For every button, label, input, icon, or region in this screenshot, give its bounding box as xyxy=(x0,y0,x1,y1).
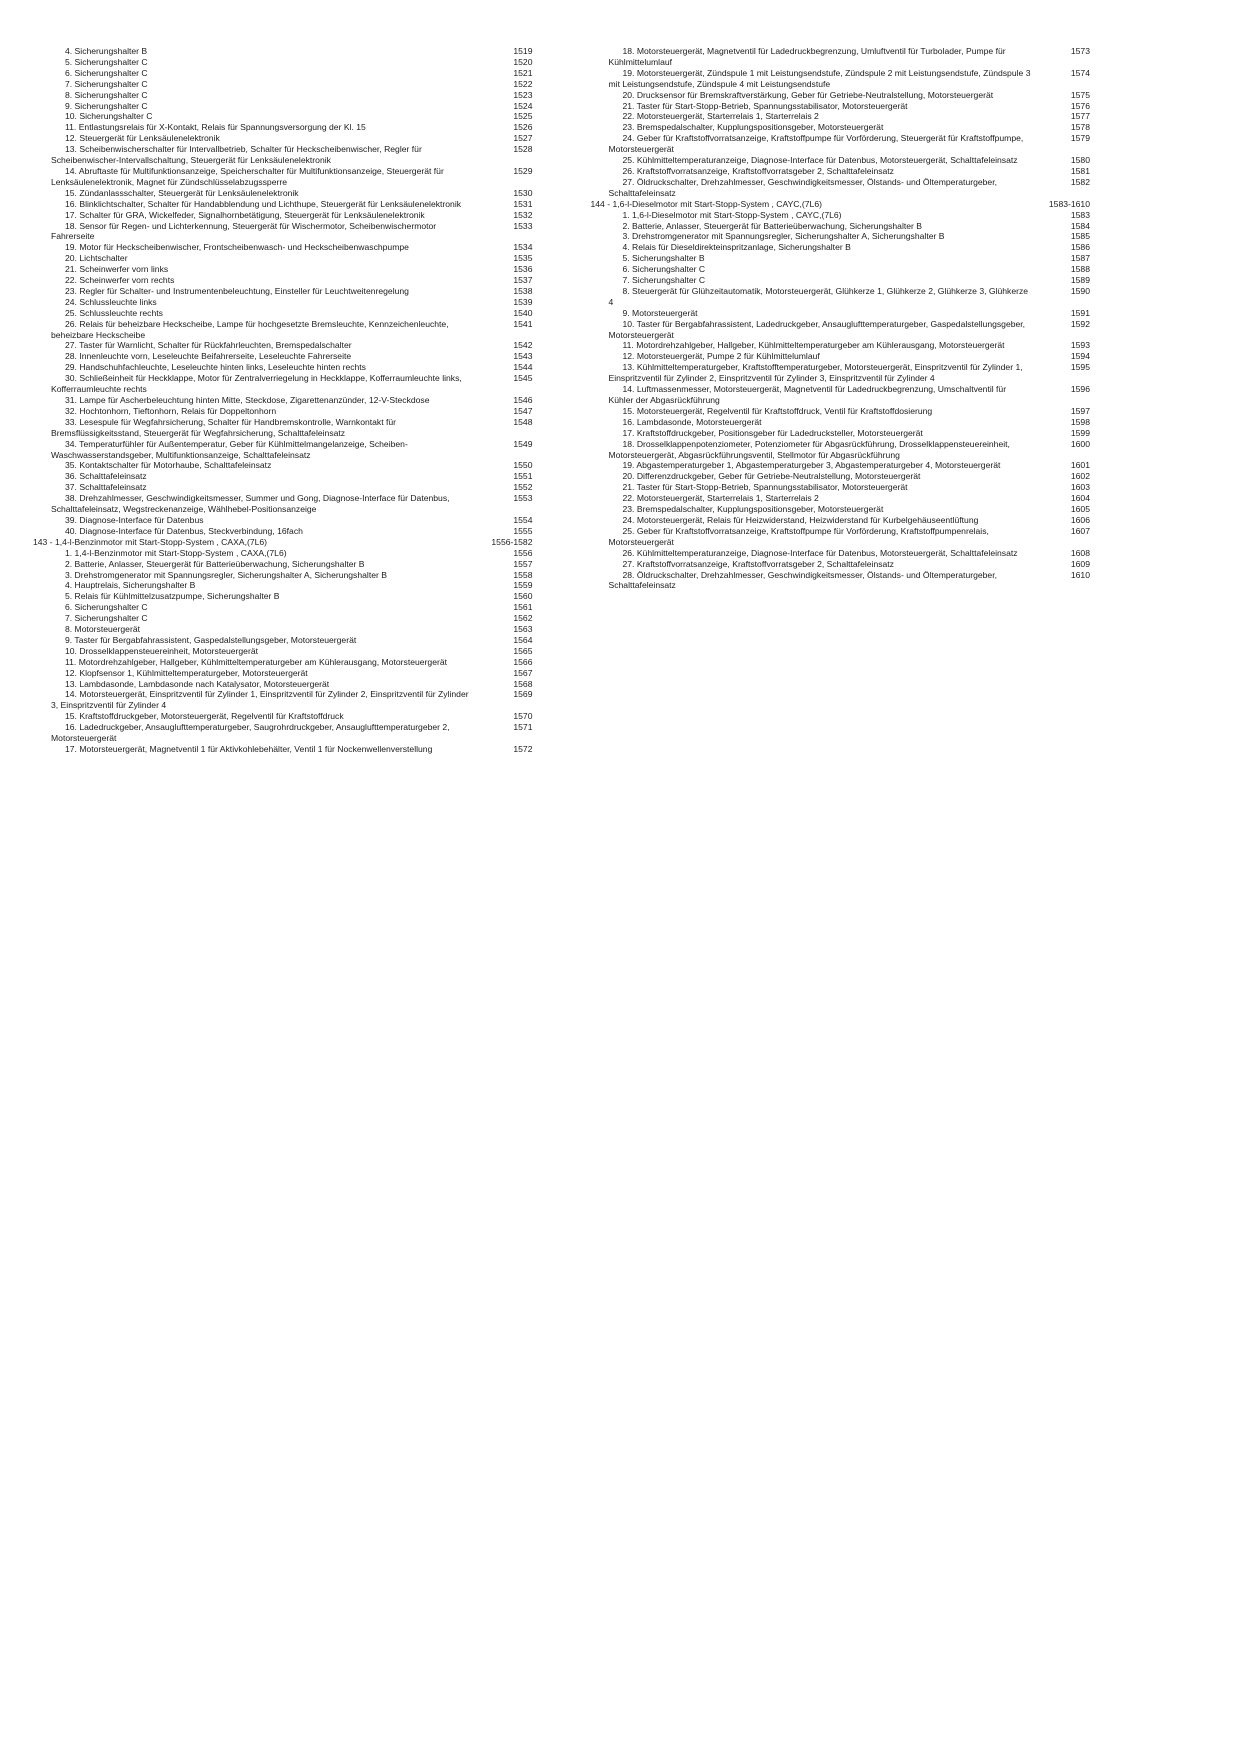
page-number: 1523 xyxy=(513,89,533,100)
entry-text: 13. Kühlmitteltemperaturgeber, Kraftstofftemperaturgeber, Motorsteuergerät, Einspritzventil für Zylinder 1, Einspritzventil für Zylinder 2, Einspritzventil für Zylinder 3, Einspritzventil für Zylinder 4 xyxy=(608,362,1023,384)
section-header xyxy=(33,537,533,548)
index-entry xyxy=(33,635,533,646)
entry-text: 10. Sicherungshalter C xyxy=(65,111,153,122)
page-number: 1548 xyxy=(513,416,533,427)
index-entry xyxy=(33,460,533,471)
index-entry xyxy=(33,199,533,210)
page-number: 1527 xyxy=(513,133,533,144)
entry-text: 15. Motorsteuergerät, Regelventil für Kraftstoffdruck, Ventil für Kraftstoffdosierung xyxy=(622,405,933,416)
entry-text: 32. Hochtonhorn, Tieftonhorn, Relais für Doppeltonhorn xyxy=(65,405,277,416)
entry-text: 14. Motorsteuergerät, Einspritzventil für Zylinder 1, Einspritzventil für Zylinder 2, Einspritzventil für Zylinder 3, Einspritzventil für Zylinder 4 xyxy=(51,689,469,711)
index-entry xyxy=(591,111,1091,122)
entry-text: 19. Motorsteuergerät, Zündspule 1 mit Leistungsendstufe, Zündspule 2 mit Leistungsendstufe, Zündspule 3 mit Leistungsendstufe, Zündspule 4 mit Leistungsendstufe xyxy=(608,67,1031,89)
entry-text: 37. Schalttafeleinsatz xyxy=(65,482,147,493)
entry-text: 21. Scheinwerfer vorn links xyxy=(65,264,169,275)
entry-text: 6. Sicherungshalter C xyxy=(65,602,148,613)
page-number: 1570 xyxy=(513,711,533,722)
entry-text: 7. Sicherungshalter C xyxy=(622,275,706,286)
entry-text: 20. Differenzdruckgeber, Geber für Getriebe-Neutralstellung, Motorsteuergerät xyxy=(622,471,921,482)
page-number: 1588 xyxy=(1070,264,1090,275)
page-number: 1601 xyxy=(1070,460,1090,471)
page-number: 1561 xyxy=(513,602,533,613)
index-entry xyxy=(33,57,533,68)
index-entry xyxy=(591,515,1091,526)
page-number: 1546 xyxy=(513,395,533,405)
index-entry xyxy=(33,111,533,122)
entry-text: 7. Sicherungshalter C xyxy=(65,78,148,89)
index-entry xyxy=(591,242,1091,253)
page-number: 1589 xyxy=(1070,275,1090,286)
index-entry xyxy=(33,417,533,439)
page-number: 1529 xyxy=(513,165,533,176)
page-number: 1537 xyxy=(513,275,533,286)
page-number: 1532 xyxy=(513,209,533,220)
page-number: 1550 xyxy=(513,460,533,471)
entry-text: 17. Kraftstoffdruckgeber, Positionsgeber für Ladedrucksteller, Motorsteuergerät xyxy=(622,427,923,438)
page-number: 1575 xyxy=(1070,89,1090,100)
entry-text: 36. Schalttafeleinsatz xyxy=(65,471,147,482)
index-entry xyxy=(33,275,533,286)
page-number: 1549 xyxy=(513,438,533,449)
index-entry xyxy=(33,319,533,341)
entry-text: 20. Drucksensor für Bremskraftverstärkung, Geber für Getriebe-Neutralstellung, Motorsteuergerät xyxy=(622,89,994,100)
page-number: 1535 xyxy=(513,253,533,264)
page-number: 1585 xyxy=(1070,231,1090,242)
entry-text: 4. Relais für Dieseldirekteinspritzanlage, Sicherungshalter B xyxy=(622,242,851,253)
index-entry xyxy=(591,286,1091,308)
page-number: 1582 xyxy=(1070,176,1090,187)
page-number: 1566 xyxy=(513,656,533,667)
entry-text: 23. Regler für Schalter- und Instrumentenbeleuchtung, Einsteller für Leuchtweitenregelung xyxy=(65,285,409,296)
entry-text: 24. Geber für Kraftstoffvorratsanzeige, Kraftstoffpumpe für Vorförderung, Steuergerät für Kraftstoffpumpe, Motorsteuergerät xyxy=(608,133,1024,155)
page-number: 1522 xyxy=(513,78,533,89)
entry-text: 1. 1,6-l-Dieselmotor mit Start-Stopp-System , CAYC,(7L6) xyxy=(622,209,842,220)
index-entry xyxy=(33,68,533,79)
entry-text: 13. Scheibenwischerschalter für Intervallbetrieb, Schalter für Heckscheibenwischer, Regler für Scheibenwischer-Intervallschaltung, Steuergerät für Lenksäulenelektronik xyxy=(51,144,422,166)
entry-text: 4. Sicherungshalter B xyxy=(65,46,148,56)
entry-text: 18. Sensor für Regen- und Lichterkennung, Steuergerät für Wischermotor, Scheibenwischermotor Fahrerseite xyxy=(51,220,437,242)
entry-text: 22. Motorsteuergerät, Starterrelais 1, Starterrelais 2 xyxy=(622,493,819,504)
index-entry xyxy=(591,482,1091,493)
index-entry xyxy=(591,155,1091,166)
entry-text: 25. Kühlmitteltemperaturanzeige, Diagnose-Interface für Datenbus, Motorsteuergerät, Schalttafeleinsatz xyxy=(622,155,1018,166)
index-entry xyxy=(591,351,1091,362)
page-number: 1587 xyxy=(1070,253,1090,264)
page-number: 1544 xyxy=(513,362,533,373)
index-entry xyxy=(33,439,533,461)
index-entry xyxy=(591,428,1091,439)
page-number: 1579 xyxy=(1070,133,1090,144)
entry-text: 8. Motorsteuergerät xyxy=(65,624,140,635)
page-number: 1538 xyxy=(513,285,533,296)
index-entry xyxy=(33,351,533,362)
index-entry xyxy=(591,68,1091,90)
index-entry xyxy=(591,210,1091,221)
index-entry xyxy=(33,101,533,112)
page-number: 1602 xyxy=(1070,471,1090,482)
section-title: 143 - 1,4-l-Benzinmotor mit Start-Stopp-System , CAXA,(7L6) xyxy=(33,536,268,547)
entry-text: 23. Bremspedalschalter, Kupplungspositionsgeber, Motorsteuergerät xyxy=(622,504,884,515)
page-number: 1519 xyxy=(513,46,533,56)
entry-text: 22. Motorsteuergerät, Starterrelais 1, Starterrelais 2 xyxy=(622,111,819,122)
page-number: 1584 xyxy=(1070,220,1090,231)
page-number: 1599 xyxy=(1070,427,1090,438)
index-entry xyxy=(591,275,1091,286)
page-number: 1577 xyxy=(1070,111,1090,122)
page-number: 1576 xyxy=(1070,100,1090,111)
page-number: 1594 xyxy=(1070,351,1090,362)
entry-text: 12. Klopfsensor 1, Kühlmitteltemperaturgeber, Motorsteuergerät xyxy=(65,667,308,678)
index-entry xyxy=(33,362,533,373)
index-entry xyxy=(33,591,533,602)
index-entry xyxy=(33,264,533,275)
index-entry xyxy=(591,384,1091,406)
page-number: 1574 xyxy=(1070,67,1090,78)
page-number: 1597 xyxy=(1070,405,1090,416)
entry-text: 26. Kühlmitteltemperaturanzeige, Diagnose-Interface für Datenbus, Motorsteuergerät, Schalttafeleinsatz xyxy=(622,547,1018,558)
page-number: 1528 xyxy=(513,144,533,155)
page-number: 1595 xyxy=(1070,362,1090,373)
entry-text: 25. Schlussleuchte rechts xyxy=(65,307,163,318)
page-number: 1545 xyxy=(513,373,533,384)
page-number: 1521 xyxy=(513,67,533,78)
index-entry xyxy=(591,559,1091,570)
index-entry xyxy=(33,406,533,417)
page-number: 1609 xyxy=(1070,558,1090,569)
page-number: 1562 xyxy=(513,613,533,624)
entry-text: 11. Motordrehzahlgeber, Hallgeber, Kühlmitteltemperaturgeber am Kühlerausgang, Motorsteuergerät xyxy=(622,340,1005,351)
entry-text: 21. Taster für Start-Stopp-Betrieb, Spannungsstabilisator, Motorsteuergerät xyxy=(622,482,908,493)
index-entry xyxy=(33,559,533,570)
index-entry xyxy=(33,122,533,133)
page-number: 1556-1582 xyxy=(491,536,533,547)
entry-text: 20. Lichtschalter xyxy=(65,253,128,264)
entry-text: 3. Drehstromgenerator mit Spannungsregler, Sicherungshalter A, Sicherungshalter B xyxy=(622,231,945,242)
page-number: 1520 xyxy=(513,56,533,67)
entry-text: 19. Motor für Heckscheibenwischer, Frontscheibenwasch- und Heckscheibenwaschpumpe xyxy=(65,242,409,253)
page-number: 1593 xyxy=(1070,340,1090,351)
index-entry xyxy=(33,210,533,221)
index-entry xyxy=(591,177,1091,199)
entry-text: 27. Öldruckschalter, Drehzahlmesser, Geschwindigkeitsmesser, Ölstands- und Öltemperaturgeber, Schalttafeleinsatz xyxy=(608,176,997,198)
page-number: 1536 xyxy=(513,264,533,275)
entry-text: 24. Motorsteuergerät, Relais für Heizwiderstand, Heizwiderstand für Kurbelgehäuseentlüftung xyxy=(622,514,979,525)
page-number: 1558 xyxy=(513,569,533,580)
entry-text: 8. Sicherungshalter C xyxy=(65,89,148,100)
index-entry xyxy=(33,471,533,482)
entry-text: 38. Drehzahlmesser, Geschwindigkeitsmesser, Summer und Gong, Diagnose-Interface für Datenbus, Schalttafeleinsatz, Wegstreckenanzeige, Wählhebel-Positionsanzeige xyxy=(51,493,450,515)
index-entry xyxy=(33,722,533,744)
page-number: 1563 xyxy=(513,624,533,635)
index-entry xyxy=(591,548,1091,559)
page-number: 1600 xyxy=(1070,438,1090,449)
entry-text: 34. Temperaturfühler für Außentemperatur, Geber für Kühlmittelmangelanzeige, Scheiben-Waschwasserstandsgeber, Multifunktionsanzeige, Schalttafeleinsatz xyxy=(51,438,408,460)
entry-text: 11. Entlastungsrelais für X-Kontakt, Relais für Spannungsversorgung der Kl. 15 xyxy=(65,122,366,133)
index-entry xyxy=(591,90,1091,101)
index-entry xyxy=(591,133,1091,155)
section-title: 144 - 1,6-l-Dieselmotor mit Start-Stopp-System , CAYC,(7L6) xyxy=(590,198,822,209)
page-number: 1526 xyxy=(513,122,533,133)
entry-text: 22. Scheinwerfer vorn rechts xyxy=(65,275,175,286)
page-number: 1557 xyxy=(513,558,533,569)
entry-text: 2. Batterie, Anlasser, Steuergerät für Batterieüberwachung, Sicherungshalter B xyxy=(622,220,923,231)
entry-text: 28. Innenleuchte vorn, Leseleuchte Beifahrerseite, Leseleuchte Fahrerseite xyxy=(65,351,352,362)
entry-text: 35. Kontaktschalter für Motorhaube, Schalttafeleinsatz xyxy=(65,460,272,471)
index-entry xyxy=(33,548,533,559)
index-entry xyxy=(33,580,533,591)
entry-text: 7. Sicherungshalter C xyxy=(65,613,148,624)
section-header xyxy=(591,199,1091,210)
page-number: 1551 xyxy=(513,471,533,482)
page-number: 1603 xyxy=(1070,482,1090,493)
index-entry xyxy=(33,188,533,199)
page-number: 1547 xyxy=(513,405,533,416)
page-number: 1591 xyxy=(1070,307,1090,318)
page-number: 1560 xyxy=(513,591,533,602)
entry-text: 6. Sicherungshalter C xyxy=(622,264,706,275)
index-columns xyxy=(33,46,1090,755)
index-entry xyxy=(591,460,1091,471)
index-entry xyxy=(591,231,1091,242)
page-number: 1565 xyxy=(513,645,533,656)
page-number: 1542 xyxy=(513,340,533,351)
index-entry xyxy=(33,482,533,493)
entry-text: 9. Taster für Bergabfahrassistent, Gaspedalstellungsgeber, Motorsteuergerät xyxy=(65,634,357,645)
page-number: 1530 xyxy=(513,187,533,198)
index-entry xyxy=(591,493,1091,504)
index-entry xyxy=(591,319,1091,341)
page-number: 1608 xyxy=(1070,547,1090,558)
index-entry xyxy=(33,493,533,515)
index-entry xyxy=(33,689,533,711)
entry-text: 31. Lampe für Ascherbeleuchtung hinten Mitte, Steckdose, Zigarettenanzünder, 12-V-Steckdose xyxy=(65,395,430,405)
index-entry xyxy=(33,286,533,297)
entry-text: 9. Motorsteuergerät xyxy=(622,307,698,318)
index-entry xyxy=(33,90,533,101)
entry-text: 16. Ladedruckgeber, Ansauglufttemperaturgeber, Saugrohrdruckgeber, Ansauglufttemperaturgeber 2, Motorsteuergerät xyxy=(51,722,450,744)
index-entry xyxy=(33,144,533,166)
index-entry xyxy=(591,166,1091,177)
page-number: 1580 xyxy=(1070,155,1090,166)
entry-text: 30. Schließeinheit für Heckklappe, Motor für Zentralverriegelung in Heckklappe, Kofferraumleuchte links, Kofferraumleuchte rechts xyxy=(51,373,462,395)
index-entry xyxy=(33,624,533,635)
index-entry xyxy=(591,504,1091,515)
index-entry xyxy=(33,395,533,406)
entry-text: 14. Abruftaste für Multifunktionsanzeige, Speicherschalter für Multifunktionsanzeige, Steuergerät für Lenksäulenelektronik, Magnet für Zündschlüsselabzugssperre xyxy=(51,165,444,187)
entry-text: 26. Relais für beheizbare Heckscheibe, Lampe für hochgesetzte Bremsleuchte, Kennzeichenleuchte, beheizbare Heckscheibe xyxy=(51,318,449,340)
page-number: 1534 xyxy=(513,242,533,253)
page-number: 1540 xyxy=(513,307,533,318)
page-number: 1569 xyxy=(513,689,533,700)
index-entry xyxy=(33,668,533,679)
entry-text: 27. Taster für Warnlicht, Schalter für Rückfahrleuchten, Bremspedalschalter xyxy=(65,340,352,351)
index-entry xyxy=(33,373,533,395)
index-entry xyxy=(33,613,533,624)
index-entry xyxy=(591,439,1091,461)
entry-text: 8. Steuergerät für Glühzeitautomatik, Motorsteuergerät, Glühkerze 1, Glühkerze 2, Glühkerze 3, Glühkerze 4 xyxy=(608,285,1029,307)
page-number: 1596 xyxy=(1070,384,1090,395)
entry-text: 11. Motordrehzahlgeber, Hallgeber, Kühlmitteltemperaturgeber am Kühlerausgang, Motorsteuergerät xyxy=(65,656,448,667)
page-number: 1541 xyxy=(513,318,533,329)
page-number: 1525 xyxy=(513,111,533,122)
page-number: 1573 xyxy=(1070,46,1090,56)
entry-text: 24. Schlussleuchte links xyxy=(65,296,157,307)
entry-text: 4. Hauptrelais, Sicherungshalter B xyxy=(65,580,196,591)
index-entry xyxy=(591,221,1091,232)
index-entry xyxy=(33,646,533,657)
entry-text: 6. Sicherungshalter C xyxy=(65,67,148,78)
entry-text: 10. Drosselklappensteuereinheit, Motorsteuergerät xyxy=(65,645,258,656)
index-entry xyxy=(33,242,533,253)
entry-text: 19. Abgastemperaturgeber 1, Abgastemperaturgeber 3, Abgastemperaturgeber 4, Motorsteuergerät xyxy=(622,460,1001,471)
entry-text: 14. Luftmassenmesser, Motorsteuergerät, Magnetventil für Ladedruckbegrenzung, Umschaltventil für Kühler der Abgasrückführung xyxy=(608,384,1007,405)
index-entry xyxy=(591,253,1091,264)
index-entry xyxy=(33,570,533,581)
index-entry xyxy=(33,46,533,57)
index-entry xyxy=(591,308,1091,319)
index-entry xyxy=(591,46,1091,68)
page-number: 1607 xyxy=(1070,525,1090,536)
page-number: 1568 xyxy=(513,678,533,689)
entry-text: 10. Taster für Bergabfahrassistent, Ladedruckgeber, Ansauglufttemperaturgeber, Gaspedalstellungsgeber, Motorsteuergerät xyxy=(608,318,1026,340)
index-entry xyxy=(591,406,1091,417)
index-entry xyxy=(591,122,1091,133)
index-entry xyxy=(591,417,1091,428)
entry-text: 18. Motorsteuergerät, Magnetventil für Ladedruckbegrenzung, Umluftventil für Turbolader, Pumpe für Kühlmittelumlauf xyxy=(608,46,1006,67)
index-entry xyxy=(591,362,1091,384)
index-entry xyxy=(33,744,533,755)
index-entry xyxy=(33,297,533,308)
index-entry xyxy=(33,602,533,613)
index-entry xyxy=(33,133,533,144)
page-number: 1554 xyxy=(513,514,533,525)
entry-text: 15. Zündanlassschalter, Steuergerät für Lenksäulenelektronik xyxy=(65,187,299,198)
entry-text: 27. Kraftstoffvorratsanzeige, Kraftstoffvorratsgeber 2, Schalttafeleinsatz xyxy=(622,558,894,569)
page-number: 1581 xyxy=(1070,165,1090,176)
page-number: 1564 xyxy=(513,634,533,645)
page-number: 1543 xyxy=(513,351,533,362)
entry-text: 17. Motorsteuergerät, Magnetventil 1 für Aktivkohlebehälter, Ventil 1 für Nockenwellenverstellung xyxy=(65,744,433,754)
entry-text: 1. 1,4-l-Benzinmotor mit Start-Stopp-System , CAXA,(7L6) xyxy=(65,547,287,558)
index-entry xyxy=(591,264,1091,275)
index-entry xyxy=(33,515,533,526)
index-entry xyxy=(33,711,533,722)
entry-text: 9. Sicherungshalter C xyxy=(65,100,148,111)
page-number: 1571 xyxy=(513,722,533,733)
page-number: 1605 xyxy=(1070,504,1090,515)
index-entry xyxy=(33,221,533,243)
index-entry xyxy=(591,340,1091,351)
page-number: 1583 xyxy=(1070,209,1090,220)
page-number: 1610 xyxy=(1070,569,1090,580)
entry-text: 29. Handschuhfachleuchte, Leseleuchte hinten links, Leseleuchte hinten rechts xyxy=(65,362,366,373)
entry-text: 5. Relais für Kühlmittelzusatzpumpe, Sicherungshalter B xyxy=(65,591,280,602)
entry-text: 5. Sicherungshalter C xyxy=(65,56,148,67)
entry-text: 12. Motorsteuergerät, Pumpe 2 für Kühlmittelumlauf xyxy=(622,351,820,362)
index-entry xyxy=(591,101,1091,112)
page-number: 1555 xyxy=(513,525,533,536)
index-entry xyxy=(591,471,1091,482)
index-entry xyxy=(33,79,533,90)
page-number: 1533 xyxy=(513,220,533,231)
entry-text: 33. Lesespule für Wegfahrsicherung, Schalter für Handbremskontrolle, Warnkontakt für Bremsflüssigkeitsstand, Steuergerät für Wegfahrsicherung, Schalttafeleinsatz xyxy=(51,416,397,438)
page-number: 1539 xyxy=(513,296,533,307)
entry-text: 3. Drehstromgenerator mit Spannungsregler, Sicherungshalter A, Sicherungshalter B xyxy=(65,569,387,580)
index-entry xyxy=(33,526,533,537)
index-entry xyxy=(33,657,533,668)
index-entry xyxy=(33,166,533,188)
page-number: 1586 xyxy=(1070,242,1090,253)
entry-text: 23. Bremspedalschalter, Kupplungspositionsgeber, Motorsteuergerät xyxy=(622,122,884,133)
page-number: 1553 xyxy=(513,493,533,504)
entry-text: 13. Lambdasonde, Lambdasonde nach Katalysator, Motorsteuergerät xyxy=(65,678,330,689)
page-number: 1604 xyxy=(1070,493,1090,504)
entry-text: 16. Lambdasonde, Motorsteuergerät xyxy=(622,416,762,427)
page-number: 1524 xyxy=(513,100,533,111)
entry-text: 25. Geber für Kraftstoffvorratsanzeige, Kraftstoffpumpe für Vorförderung, Kraftstoffpumpenrelais, Motorsteuergerät xyxy=(608,525,989,547)
page-number: 1556 xyxy=(513,547,533,558)
index-column-right xyxy=(591,46,1091,755)
entry-text: 28. Öldruckschalter, Drehzahlmesser, Geschwindigkeitsmesser, Ölstands- und Öltemperaturgeber, Schalttafeleinsatz xyxy=(608,569,997,591)
index-entry xyxy=(33,679,533,690)
entry-text: 16. Blinklichtschalter, Schalter für Handabblendung und Lichthupe, Steuergerät für Lenksäulenelektronik xyxy=(65,198,462,209)
entry-text: 21. Taster für Start-Stopp-Betrieb, Spannungsstabilisator, Motorsteuergerät xyxy=(622,100,908,111)
page-number: 1567 xyxy=(513,667,533,678)
page-number: 1531 xyxy=(513,198,533,209)
page-number: 1572 xyxy=(513,744,533,754)
index-entry xyxy=(591,526,1091,548)
index-entry xyxy=(33,308,533,319)
index-entry xyxy=(33,340,533,351)
index-entry xyxy=(33,253,533,264)
page-number: 1578 xyxy=(1070,122,1090,133)
entry-text: 5. Sicherungshalter B xyxy=(622,253,705,264)
index-entry xyxy=(591,570,1091,592)
entry-text: 2. Batterie, Anlasser, Steuergerät für Batterieüberwachung, Sicherungshalter B xyxy=(65,558,365,569)
page-number: 1598 xyxy=(1070,416,1090,427)
page-number: 1583-1610 xyxy=(1048,198,1090,209)
page-number: 1552 xyxy=(513,482,533,493)
entry-text: 15. Kraftstoffdruckgeber, Motorsteuergerät, Regelventil für Kraftstoffdruck xyxy=(65,711,344,722)
entry-text: 26. Kraftstoffvorratsanzeige, Kraftstoffvorratsgeber 2, Schalttafeleinsatz xyxy=(622,165,894,176)
entry-text: 12. Steuergerät für Lenksäulenelektronik xyxy=(65,133,220,144)
entry-text: 17. Schalter für GRA, Wickelfeder, Signalhornbetätigung, Steuergerät für Lenksäulenelektronik xyxy=(65,209,425,220)
page-number: 1559 xyxy=(513,580,533,591)
page-number: 1592 xyxy=(1070,318,1090,329)
entry-text: 18. Drosselklappenpotenziometer, Potenziometer für Abgasrückführung, Drosselklappensteuereinheit, Motorsteuergerät, Abgasrückführungsventil, Stellmotor für Abgasrückführung xyxy=(608,438,1010,460)
page-number: 1606 xyxy=(1070,514,1090,525)
page-number: 1590 xyxy=(1070,285,1090,296)
index-column-left xyxy=(33,46,533,755)
entry-text: 39. Diagnose-Interface für Datenbus xyxy=(65,514,204,525)
entry-text: 40. Diagnose-Interface für Datenbus, Steckverbindung, 16fach xyxy=(65,525,303,536)
